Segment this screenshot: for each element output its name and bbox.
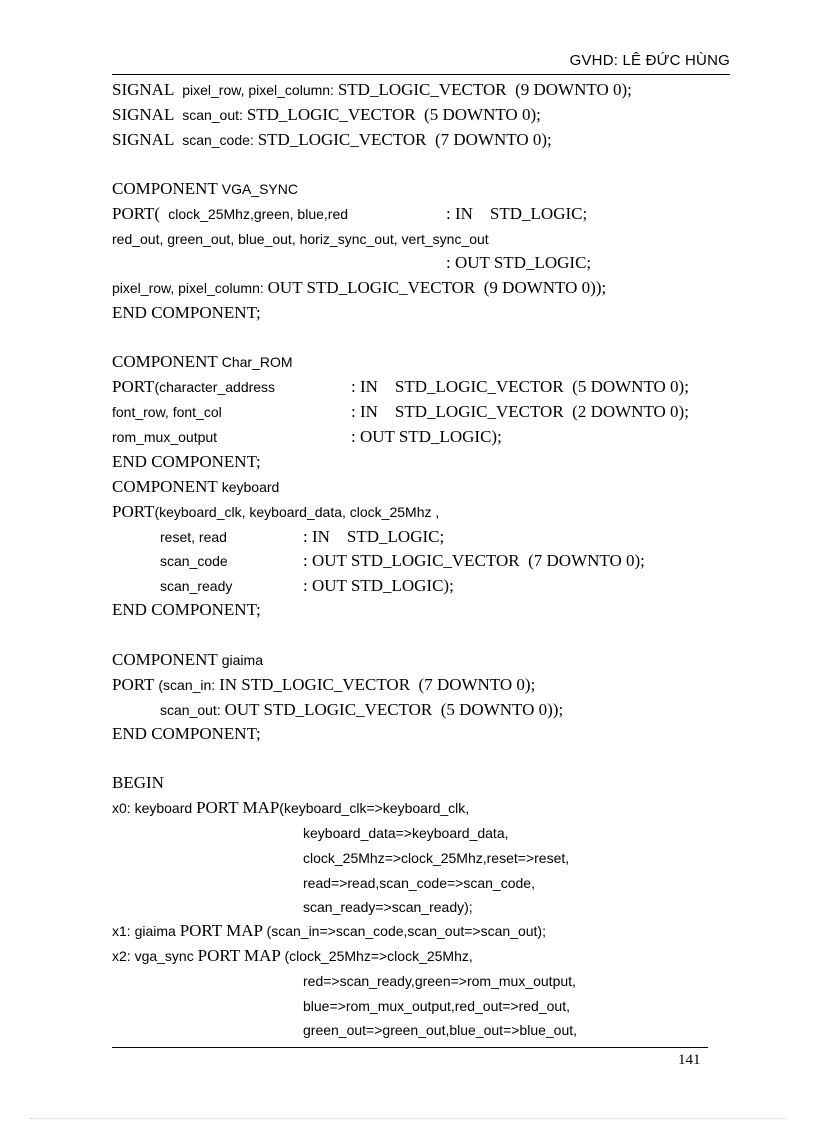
- page-edge-divider: [30, 1118, 786, 1119]
- page-number: 141: [678, 1052, 701, 1068]
- code-line: [112, 675, 535, 695]
- code-keyword: PORT MAP: [179, 921, 267, 940]
- code-keyword: : IN STD_LOGIC_VECTOR (5 DOWNTO 0);: [351, 377, 689, 396]
- code-line: [112, 204, 348, 224]
- code-identifier: (scan_in=>scan_code,scan_out=>scan_out);: [266, 923, 546, 939]
- code-line: [112, 229, 489, 249]
- code-line: [112, 921, 546, 941]
- code-line: [112, 352, 293, 372]
- code-identifier: x1: giaima: [112, 923, 180, 939]
- code-identifier: (scan_in:: [158, 677, 220, 693]
- code-line: [160, 700, 563, 720]
- page-header: GVHD: LÊ ĐỨC HÙNG: [569, 52, 730, 69]
- code-identifier: scan_out:: [182, 107, 247, 123]
- code-line: [303, 897, 473, 917]
- code-identifier: red=>scan_ready,green=>rom_mux_output,: [303, 973, 576, 989]
- code-identifier: clock_25Mhz,green, blue,red: [164, 206, 349, 222]
- code-keyword: COMPONENT: [112, 650, 222, 669]
- code-keyword: OUT STD_LOGIC_VECTOR (9 DOWNTO 0));: [267, 278, 607, 297]
- code-identifier: clock_25Mhz=>clock_25Mhz,reset=>reset,: [303, 850, 570, 866]
- code-identifier: green_out=>green_out,blue_out=>blue_out,: [303, 1022, 578, 1038]
- code-keyword: COMPONENT: [112, 179, 222, 198]
- code-line: [351, 427, 502, 447]
- code-line: [303, 873, 535, 893]
- code-line: [303, 848, 569, 868]
- code-line: [112, 946, 473, 966]
- code-line: [303, 996, 570, 1016]
- code-keyword: IN STD_LOGIC_VECTOR (7 DOWNTO 0);: [219, 675, 536, 694]
- code-keyword: COMPONENT: [112, 352, 222, 371]
- code-identifier: keyboard_data=>keyboard_data,: [303, 825, 509, 841]
- code-keyword: PORT: [112, 377, 155, 396]
- code-keyword: STD_LOGIC_VECTOR (5 DOWNTO 0);: [246, 105, 541, 124]
- code-keyword: : OUT STD_LOGIC_VECTOR (7 DOWNTO 0);: [303, 551, 645, 570]
- code-line: [112, 724, 261, 744]
- code-keyword: BEGIN: [112, 773, 164, 792]
- code-line: [303, 576, 454, 596]
- code-line: [112, 402, 222, 422]
- code-line: [112, 477, 279, 497]
- code-line: [351, 402, 689, 422]
- code-identifier: pixel_row, pixel_column:: [112, 280, 268, 296]
- code-line: [112, 773, 164, 793]
- code-line: [112, 80, 632, 100]
- code-identifier: (keyboard_clk, keyboard_data, clock_25Mhz ,: [154, 504, 440, 520]
- code-line: [112, 650, 263, 670]
- code-keyword: PORT: [112, 675, 159, 694]
- code-identifier: rom_mux_output: [112, 429, 218, 445]
- code-keyword: : IN STD_LOGIC;: [303, 527, 445, 546]
- code-identifier: scan_ready: [160, 578, 233, 594]
- code-identifier: x0: keyboard: [112, 800, 197, 816]
- code-keyword: STD_LOGIC_VECTOR (9 DOWNTO 0);: [337, 80, 632, 99]
- code-line: [160, 576, 232, 596]
- code-keyword: : IN STD_LOGIC;: [446, 204, 588, 223]
- code-line: [112, 179, 298, 199]
- code-identifier: (clock_25Mhz=>clock_25Mhz,: [284, 948, 473, 964]
- code-keyword: SIGNAL: [112, 80, 183, 99]
- code-identifier: reset, read: [160, 529, 227, 545]
- footer-rule: [112, 1047, 708, 1048]
- code-keyword: PORT MAP: [196, 798, 280, 817]
- code-line: [112, 303, 261, 323]
- code-line: [112, 452, 261, 472]
- code-identifier: blue=>rom_mux_output,red_out=>red_out,: [303, 998, 570, 1014]
- code-identifier: scan_code: [160, 553, 228, 569]
- code-keyword: SIGNAL: [112, 130, 183, 149]
- code-identifier: (character_address: [154, 379, 276, 395]
- code-line: [351, 377, 689, 397]
- code-line: [112, 798, 469, 818]
- code-keyword: PORT: [112, 502, 155, 521]
- code-line: [112, 105, 541, 125]
- code-line: [303, 1020, 577, 1040]
- code-keyword: PORT MAP: [197, 946, 285, 965]
- code-identifier: (keyboard_clk=>keyboard_clk,: [279, 800, 470, 816]
- code-line: [112, 130, 552, 150]
- code-keyword: END COMPONENT;: [112, 600, 261, 619]
- code-identifier: giaima: [221, 652, 263, 668]
- code-identifier: VGA_SYNC: [221, 181, 298, 197]
- code-keyword: END COMPONENT;: [112, 724, 261, 743]
- code-line: [112, 427, 217, 447]
- code-keyword: PORT(: [112, 204, 165, 223]
- code-line: [303, 527, 444, 547]
- code-line: [303, 823, 509, 843]
- code-keyword: : OUT STD_LOGIC;: [446, 253, 592, 272]
- code-line: [112, 502, 439, 522]
- code-keyword: END COMPONENT;: [112, 452, 261, 471]
- code-identifier: scan_ready=>scan_ready);: [303, 899, 473, 915]
- code-line: [303, 971, 576, 991]
- code-identifier: scan_code:: [182, 132, 258, 148]
- code-identifier: Char_ROM: [221, 354, 293, 370]
- code-keyword: SIGNAL: [112, 105, 183, 124]
- code-identifier: scan_out:: [160, 702, 225, 718]
- code-line: [160, 551, 228, 571]
- code-line: [112, 377, 275, 397]
- code-keyword: STD_LOGIC_VECTOR (7 DOWNTO 0);: [257, 130, 552, 149]
- code-identifier: red_out, green_out, blue_out, horiz_sync_out, vert_sync_out: [112, 231, 489, 247]
- code-identifier: font_row, font_col: [112, 404, 222, 420]
- code-identifier: pixel_row, pixel_column:: [182, 82, 338, 98]
- header-rule: [112, 74, 730, 75]
- code-line: [446, 204, 587, 224]
- code-line: [160, 527, 227, 547]
- code-keyword: : OUT STD_LOGIC);: [351, 427, 502, 446]
- code-line: [303, 551, 645, 571]
- code-keyword: : IN STD_LOGIC_VECTOR (2 DOWNTO 0);: [351, 402, 689, 421]
- code-keyword: : OUT STD_LOGIC);: [303, 576, 454, 595]
- code-keyword: OUT STD_LOGIC_VECTOR (5 DOWNTO 0));: [224, 700, 564, 719]
- code-keyword: END COMPONENT;: [112, 303, 261, 322]
- code-line: [112, 600, 261, 620]
- code-identifier: keyboard: [221, 479, 280, 495]
- code-line: [112, 278, 606, 298]
- code-identifier: read=>read,scan_code=>scan_code,: [303, 875, 535, 891]
- code-keyword: COMPONENT: [112, 477, 222, 496]
- code-line: [446, 253, 591, 273]
- code-identifier: x2: vga_sync: [112, 948, 198, 964]
